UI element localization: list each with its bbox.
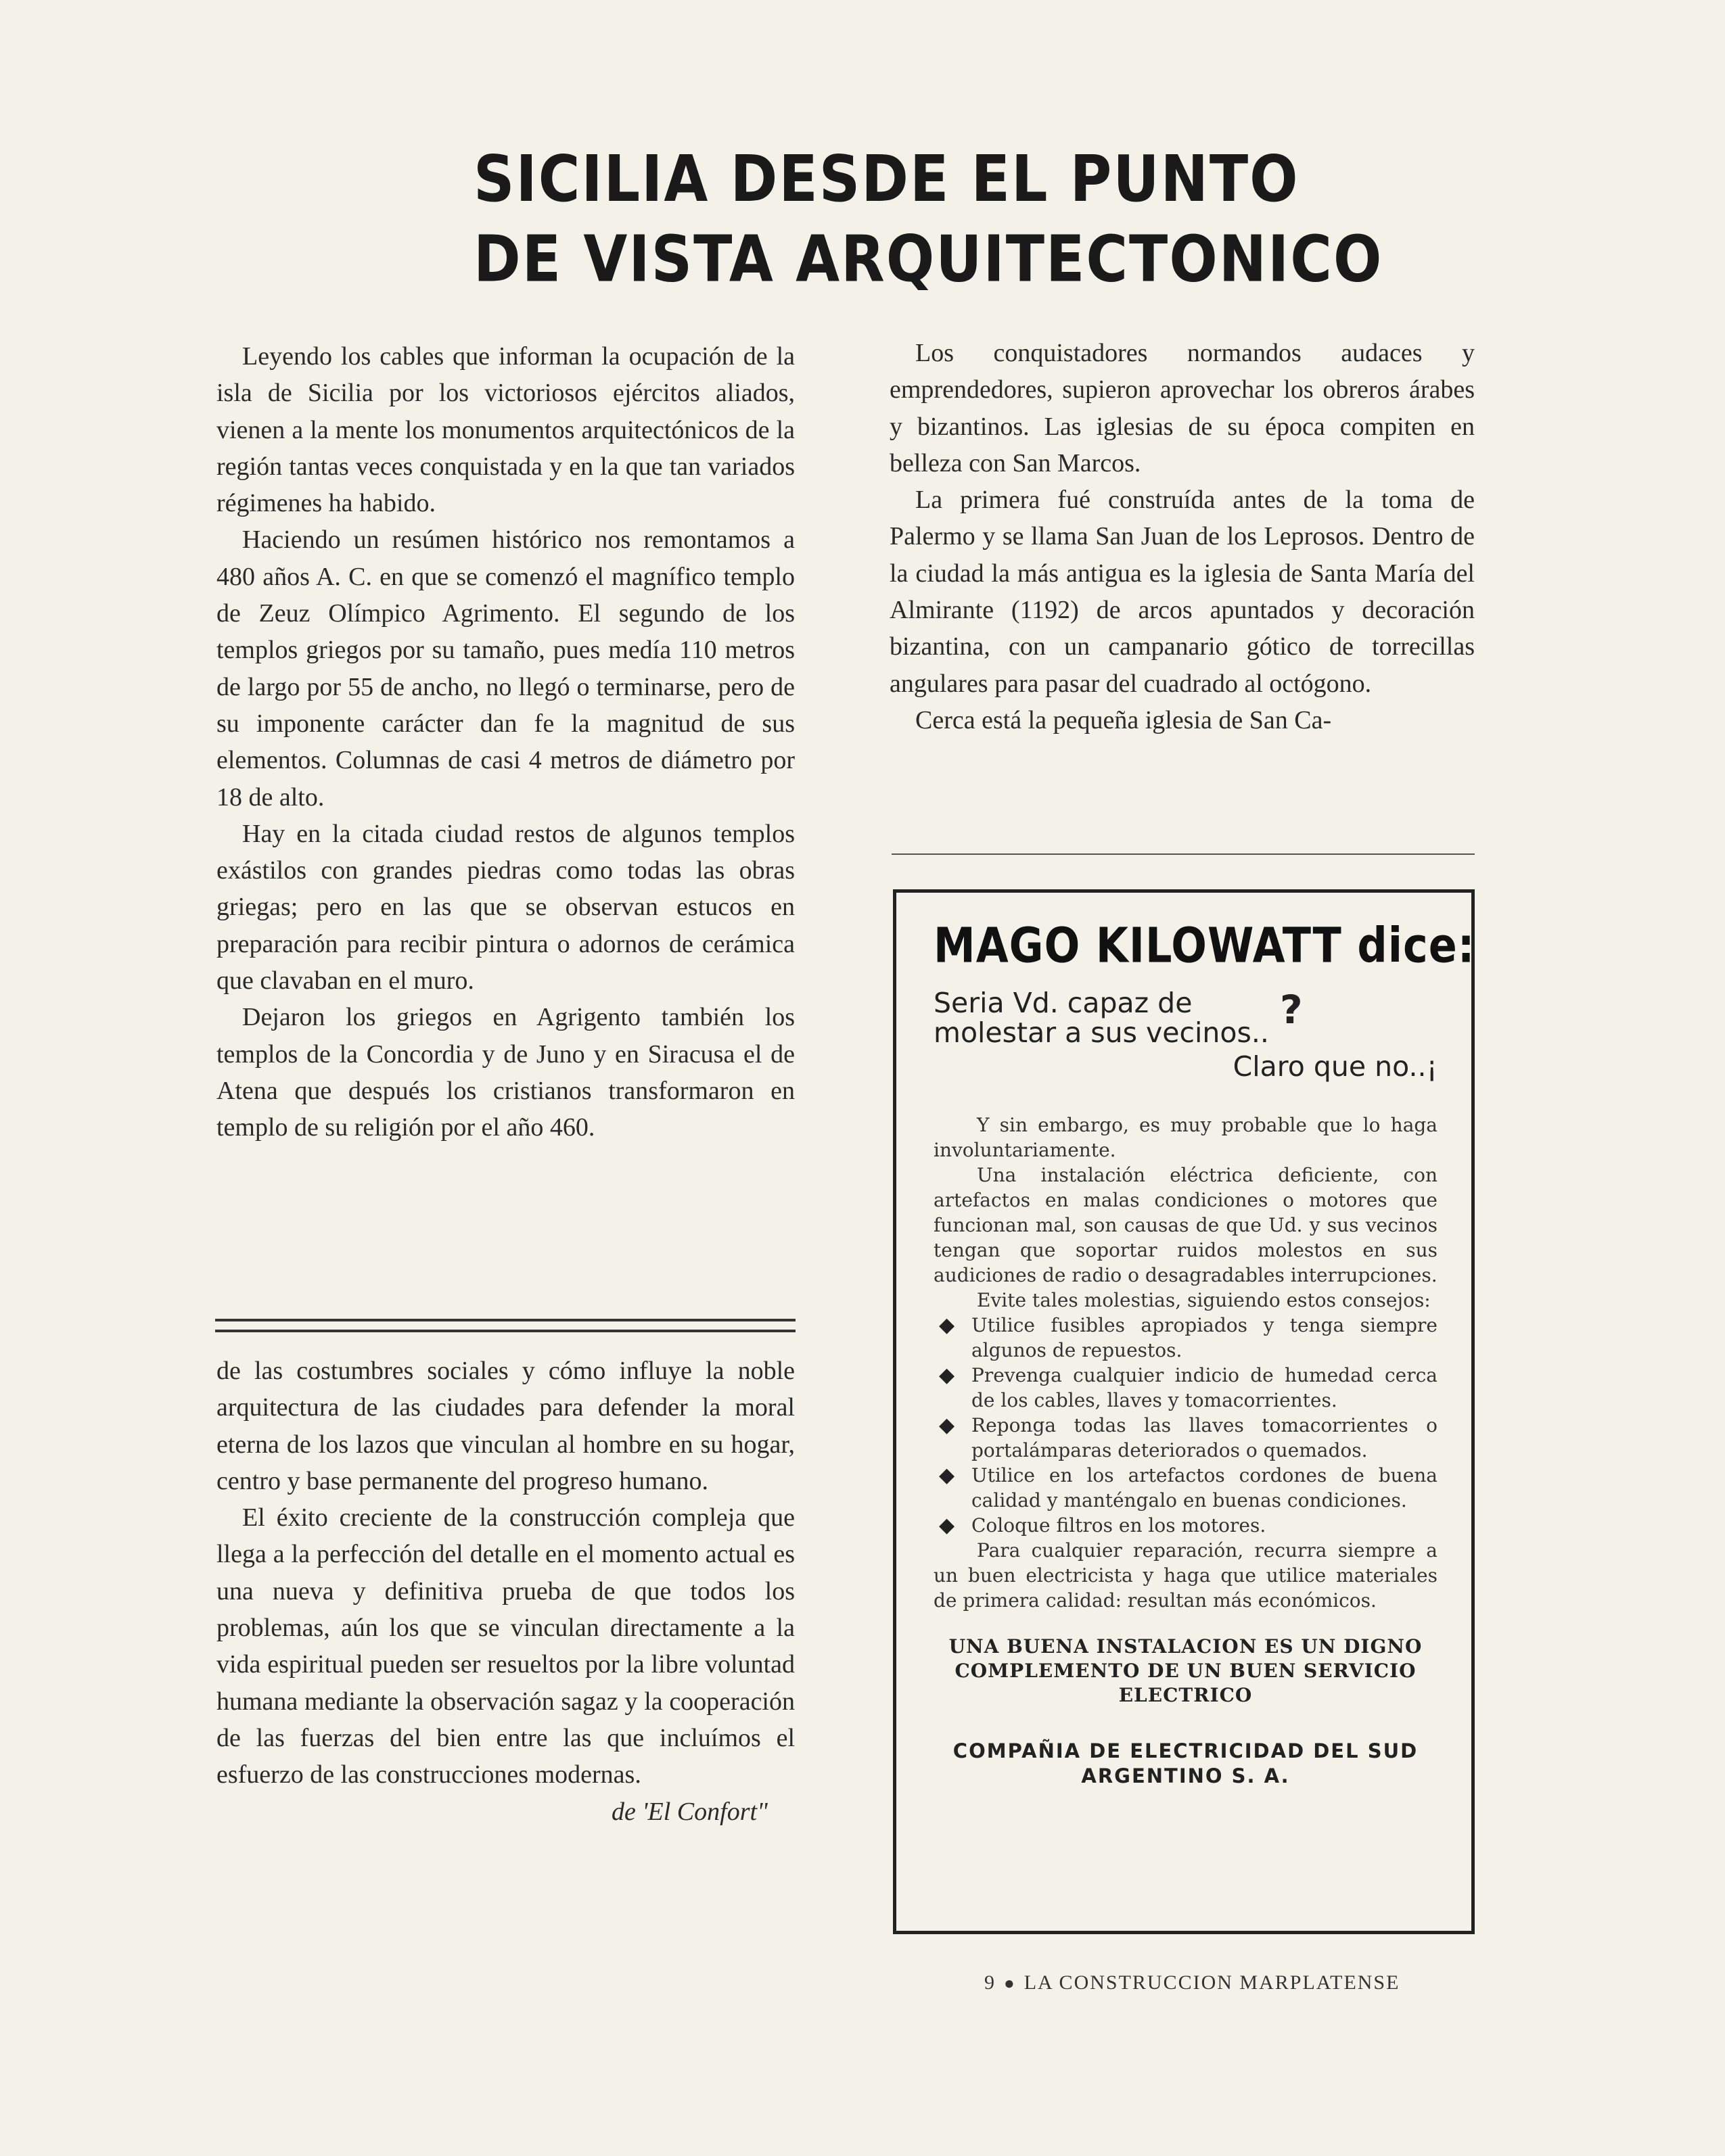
- paragraph: de las costumbres sociales y cómo influye la noble arquitectura de las ciudades para defender la moral eterna de los lazos que vinculan al hombre en su hogar, centro y base permanente del progreso humano.: [216, 1357, 795, 1495]
- ad-paragraph: Para cualquier reparación, recurra siempre a un buen electricista y haga que utilice materiales de primera calidad: resultan más económicos.: [934, 1539, 1438, 1612]
- paragraph: Dejaron los griegos en Agrigento también los templos de la Concordia y de Juno y en Siracusa el de Atena que después los cristianos transformaron en templo de su religión por el año 460.: [216, 1003, 795, 1142]
- diamond-bullet-icon: ◆: [939, 1514, 955, 1537]
- ad-question-line-1: Seria Vd. capaz de: [934, 987, 1193, 1019]
- page-footer: [984, 1971, 1400, 1994]
- paragraph: Hay en la citada ciudad restos de algunos templos exástilos con grandes piedras como todas las obras griegas; pero en las que se observan estucos en preparación para recibir pintura o adornos de cerámica que clavaban en el muro.: [216, 819, 795, 995]
- ad-answer: Claro que no..¡: [1233, 1050, 1438, 1083]
- bullet-separator-icon: ●: [1004, 1973, 1016, 1993]
- list-item: [934, 1413, 1438, 1463]
- ad-question-line-2: molestar a sus vecinos..: [934, 1016, 1269, 1049]
- ad-paragraph: Y sin embargo, es muy probable que lo haga involuntariamente.: [934, 1114, 1438, 1161]
- paragraph: El éxito creciente de la construcción compleja que llega a la perfección del detalle en el momento actual es una nueva y definitiva prueba de que todos los problemas, aún los que se vinculan directamente a la vida espiritual pueden ser resueltos por la libre voluntad humana mediante la observación sagaz y la cooperación de las fuerzas del bien entre las que incluímos el esfuerzo de las construcciones modernas.: [216, 1503, 795, 1789]
- article-title-line-1: SICILIA DESDE EL PUNTO: [474, 141, 1300, 216]
- paragraph: Los conquistadores normandos audaces y emprendedores, supieron aprovechar los obreros árabes y bizantinos. Las iglesias de su época compiten en belleza con San Marcos.: [890, 339, 1475, 477]
- paragraph: Cerca está la pequeña iglesia de San Ca-: [915, 705, 1332, 734]
- advertisement-box: [893, 889, 1475, 1934]
- page-number: 9: [984, 1971, 996, 1994]
- tip-text: Coloque filtros en los motores.: [971, 1514, 1266, 1537]
- list-item: [934, 1463, 1438, 1513]
- ad-question: [934, 988, 1438, 1081]
- left-column-top: [216, 338, 795, 1146]
- left-column-bottom: [216, 1353, 795, 1830]
- ad-company: COMPAÑIA DE ELECTRICIDAD DEL SUD ARGENTINO S. A.: [952, 1739, 1419, 1787]
- ad-paragraph: Una instalación eléctrica deficiente, con artefactos en malas condiciones o motores que funcionan mal, son causas de que Ud. y sus vecinos tengan que soportar ruidos molestos en sus audiciones de radio o desagradables interrupciones.: [934, 1164, 1438, 1286]
- article-credit: de 'El Confort": [612, 1797, 768, 1826]
- list-item: [934, 1513, 1438, 1538]
- ad-tips-list: [934, 1313, 1438, 1538]
- article-title: [474, 139, 1383, 299]
- ad-body: [934, 1112, 1438, 1613]
- diamond-bullet-icon: ◆: [939, 1313, 955, 1337]
- tip-text: Reponga todas las llaves tomacorrientes o portalámparas deteriorados o quemados.: [971, 1414, 1438, 1461]
- ad-slogan: UNA BUENA INSTALACION ES UN DIGNO COMPLEMENTO DE UN BUEN SERVICIO ELECTRICO: [948, 1635, 1423, 1706]
- question-mark: ?: [1280, 987, 1303, 1033]
- double-divider: [215, 1319, 796, 1332]
- column-divider: [892, 853, 1475, 855]
- tip-text: Utilice en los artefactos cordones de buena calidad y manténgalo en buenas condiciones.: [971, 1464, 1438, 1511]
- right-column-top: [890, 335, 1475, 739]
- list-item: [934, 1313, 1438, 1363]
- ad-paragraph: Evite tales molestias, siguiendo estos consejos:: [977, 1289, 1431, 1311]
- ad-heading: MAGO KILOWATT dice:: [934, 917, 1475, 974]
- paragraph: Haciendo un resúmen histórico nos remontamos a 480 años A. C. en que se comenzó el magnífico templo de Zeuz Olímpico Agrimento. El segundo de los templos griegos por su tamaño, pues medía 110 metros de largo por 55 de ancho, no llegó o terminarse, pero de su imponente carácter dan fe la magnitud de sus elementos. Columnas de casi 4 metros de diámetro por 18 de alto.: [216, 525, 795, 812]
- tip-text: Prevenga cualquier indicio de humedad cerca de los cables, llaves y tomacorrientes.: [971, 1364, 1438, 1411]
- diamond-bullet-icon: ◆: [939, 1363, 955, 1387]
- diamond-bullet-icon: ◆: [939, 1463, 955, 1487]
- article-title-line-2: DE VISTA ARQUITECTONICO: [474, 222, 1383, 296]
- paragraph: La primera fué construída antes de la toma de Palermo y se llama San Juan de los Leprosos. Dentro de la ciudad la más antigua es la iglesia de Santa María del Almirante (1192) de arcos apuntados y decoración bizantina, con un campanario gótico de torrecillas angulares para pasar del cuadrado al octógono.: [890, 486, 1475, 698]
- diamond-bullet-icon: ◆: [939, 1413, 955, 1437]
- publication-name: LA CONSTRUCCION MARPLATENSE: [1024, 1971, 1400, 1994]
- tip-text: Utilice fusibles apropiados y tenga siempre algunos de repuestos.: [971, 1314, 1438, 1361]
- list-item: [934, 1363, 1438, 1413]
- paragraph: Leyendo los cables que informan la ocupación de la isla de Sicilia por los victoriosos ejércitos aliados, vienen a la mente los monumentos arquitectónicos de la región tantas veces conquistada y en la que tan variados régimenes ha habido.: [216, 342, 795, 518]
